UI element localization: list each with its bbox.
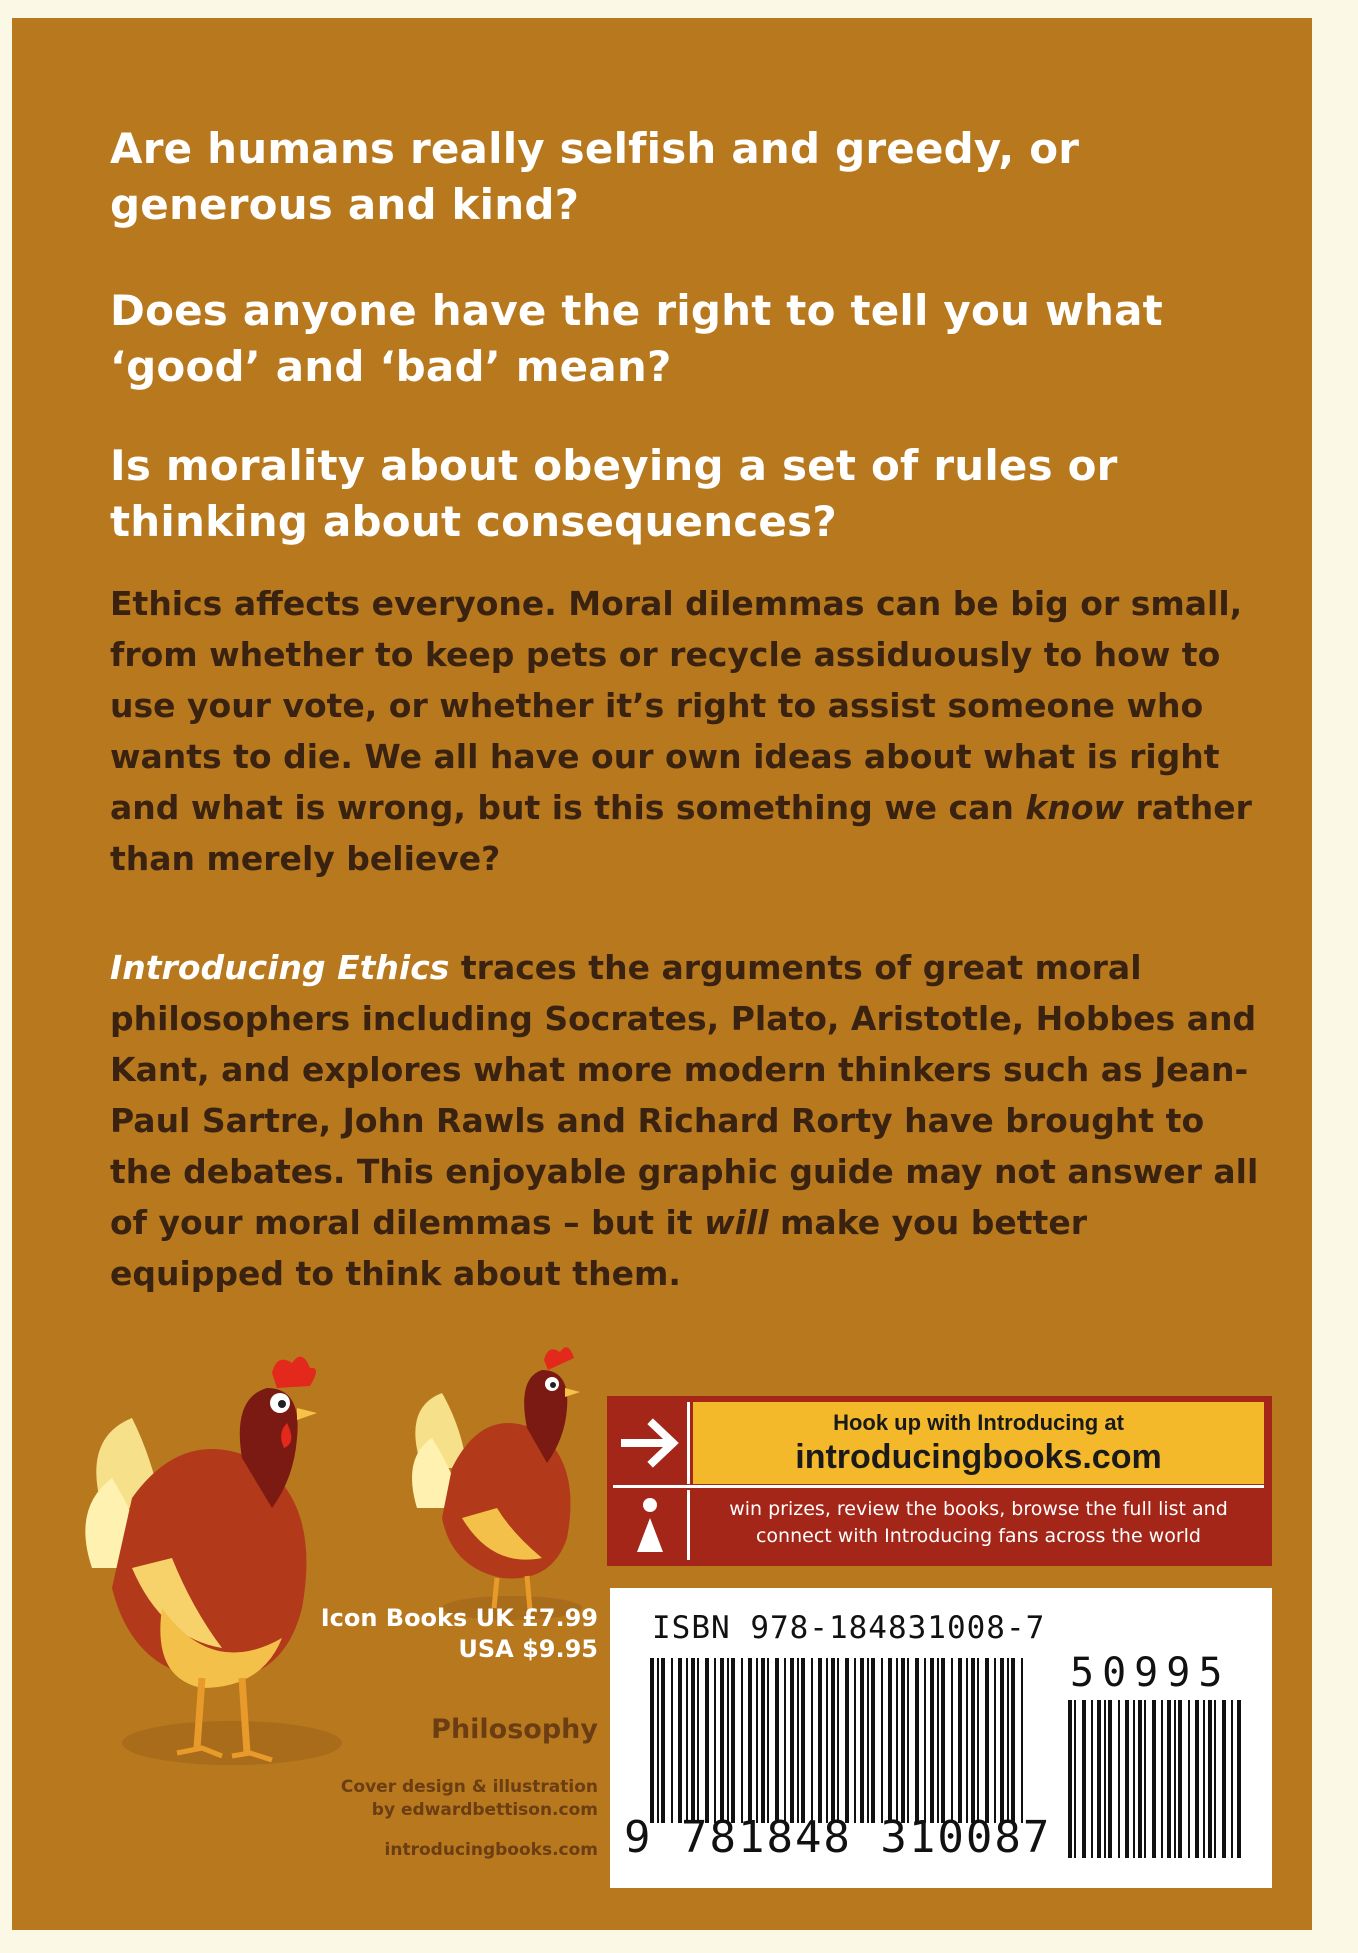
barcode-bar (1118, 1700, 1120, 1858)
promo-description (693, 1490, 1264, 1560)
barcode-bar (1068, 1700, 1072, 1858)
question-3: Is morality about obeying a set of rules or thinking about consequences? (110, 441, 1118, 546)
book-title: Introducing Ethics (110, 948, 450, 987)
barcode-bar (1188, 1700, 1190, 1858)
promo-line-1: Hook up with Introducing at (833, 1410, 1124, 1435)
arrow-cell (613, 1402, 690, 1484)
price-usa: USA $9.95 (458, 1635, 598, 1663)
barcode-bar (966, 1658, 968, 1823)
barcode-bar (691, 1658, 695, 1823)
cover-credit (252, 1776, 598, 1822)
question-2: Does anyone have the right to tell you what ‘good’ and ‘bad’ mean? (110, 286, 1163, 391)
barcode-bar (826, 1658, 828, 1823)
barcode-number: 9 781848 310087 (624, 1812, 1052, 1863)
barcode-bar (761, 1658, 765, 1823)
barcode-bar (661, 1658, 665, 1823)
barcode-bar (867, 1658, 869, 1823)
barcode-bar (1161, 1700, 1163, 1858)
barcode-bar (797, 1658, 799, 1823)
barcode-bar (697, 1658, 699, 1823)
barcode-bar (971, 1658, 975, 1823)
barcode-bar (1152, 1700, 1156, 1858)
barcode-bar (1174, 1700, 1176, 1858)
barcode-bar (994, 1658, 996, 1823)
barcode-bar (686, 1658, 688, 1823)
promo-headline (693, 1402, 1264, 1484)
barcode-bar (860, 1658, 864, 1823)
barcode-bar (1144, 1700, 1146, 1858)
barcode-bar (1133, 1700, 1135, 1858)
category-label: Philosophy (431, 1714, 598, 1745)
barcode-bar (720, 1658, 724, 1823)
barcode-bar (657, 1658, 659, 1823)
price-uk: Icon Books UK £7.99 (320, 1604, 598, 1632)
barcode-bar (818, 1658, 822, 1823)
barcode-bar (831, 1658, 835, 1823)
main-barcode (650, 1658, 1030, 1828)
barcode-bar (845, 1658, 849, 1823)
barcode-bar (714, 1658, 716, 1823)
info-icon (613, 1490, 687, 1560)
barcode-bar (958, 1658, 962, 1823)
para1-text-after: rather than merely believe? (110, 788, 1252, 878)
description-paragraph-1 (110, 578, 1260, 884)
barcode-bar (941, 1658, 945, 1823)
barcode-bar (1195, 1700, 1199, 1858)
promo-divider (613, 1485, 1264, 1488)
para2-text-before: traces the arguments of great moral philosophers including Socrates, Plato, Aristotle, Hobbes and Kant, and explores what more modern thinkers such as Jean-Paul Sartre, John Rawls and Richard Rorty have brought to the debates. This enjoyable graphic guide may not answer all of your moral dilemmas – but it (110, 948, 1259, 1242)
barcode-bar (748, 1658, 752, 1823)
price-info (252, 1603, 598, 1665)
barcode-bar (881, 1658, 883, 1823)
barcode-bar (1108, 1700, 1112, 1858)
hen-left-illustration (72, 1308, 342, 1778)
question-1: Are humans really selfish and greedy, or generous and kind? (110, 124, 1080, 229)
barcode-bar (775, 1658, 779, 1823)
barcode-bar (767, 1658, 769, 1823)
barcode-bar (937, 1658, 939, 1823)
credit-line-2: by edwardbettison.com (371, 1800, 598, 1820)
barcode-bar (784, 1658, 786, 1823)
barcode-bar (741, 1658, 743, 1823)
description-paragraph-2 (110, 942, 1260, 1299)
barcode-bar (727, 1658, 729, 1823)
barcode-bar (811, 1658, 813, 1823)
barcode-bar (1208, 1700, 1212, 1858)
barcode-bar (1138, 1700, 1142, 1858)
barcode-bar (1000, 1658, 1004, 1823)
credit-line-1: Cover design & illustration (340, 1777, 598, 1797)
barcode-bar (901, 1658, 905, 1823)
book-back-cover (12, 18, 1312, 1930)
barcode-bar (1021, 1658, 1023, 1823)
barcode-bar (1167, 1700, 1171, 1858)
barcode-bar (1178, 1700, 1182, 1858)
barcode-bar (1007, 1658, 1009, 1823)
info-cell (613, 1490, 690, 1560)
barcode-bar (756, 1658, 758, 1823)
para2-emphasis: will (704, 1203, 769, 1242)
hen-right-illustration (402, 1308, 612, 1628)
barcode-bar (678, 1658, 682, 1823)
barcode-bar (1125, 1700, 1129, 1858)
barcode-bar (1097, 1700, 1101, 1858)
barcode-bar (650, 1658, 654, 1823)
barcode-bar (1011, 1658, 1015, 1823)
barcode-bar (924, 1658, 926, 1823)
barcode-bar (951, 1658, 953, 1823)
barcode-bar (985, 1658, 989, 1823)
barcode-bar (1214, 1700, 1216, 1858)
barcode-bar (1074, 1700, 1076, 1858)
barcode-bar (930, 1658, 934, 1823)
promo-website-link[interactable]: introducingbooks.com (795, 1438, 1162, 1476)
addon-number: 50995 (1070, 1650, 1231, 1696)
isbn-label: ISBN 978-184831008-7 (652, 1610, 1046, 1646)
barcode-bar (790, 1658, 794, 1823)
barcode-bar (801, 1658, 805, 1823)
para1-text-before: Ethics affects everyone. Moral dilemmas can be big or small, from whether to keep pets or recycle assiduously to how to use your vote, or whether it’s right to assist someone who wants to die. We all have our own ideas about what is right and what is wrong, but is this something we can (110, 584, 1243, 827)
promo-box (607, 1396, 1272, 1566)
barcode-bar (671, 1658, 673, 1823)
barcode-bar (705, 1658, 709, 1823)
barcode-bar (1104, 1700, 1106, 1858)
barcode-bar (977, 1658, 979, 1823)
promo-line-3: win prizes, review the books, browse the full list and (729, 1498, 1228, 1520)
barcode-bar (1222, 1700, 1226, 1858)
barcode-bar (837, 1658, 839, 1823)
barcode-bar (1231, 1700, 1233, 1858)
barcode-bar (915, 1658, 919, 1823)
barcode-bar (896, 1658, 898, 1823)
barcode-bar (888, 1658, 892, 1823)
para1-emphasis: know (1025, 788, 1124, 827)
barcode-box (610, 1588, 1272, 1888)
right-arrow-icon (613, 1402, 687, 1484)
para2-text-after: make you better equipped to think about them. (110, 1203, 1087, 1293)
barcode-bar (1091, 1700, 1093, 1858)
publisher-website: introducingbooks.com (384, 1840, 598, 1860)
barcode-bar (1203, 1700, 1205, 1858)
barcode-bar (907, 1658, 909, 1823)
barcode-bar (1082, 1700, 1086, 1858)
promo-line-4: connect with Introducing fans across the world (755, 1525, 1201, 1547)
barcode-bar (731, 1658, 735, 1823)
addon-barcode (1068, 1700, 1248, 1860)
barcode-bar (854, 1658, 856, 1823)
barcode-bar (1237, 1700, 1241, 1858)
barcode-bar (871, 1658, 875, 1823)
